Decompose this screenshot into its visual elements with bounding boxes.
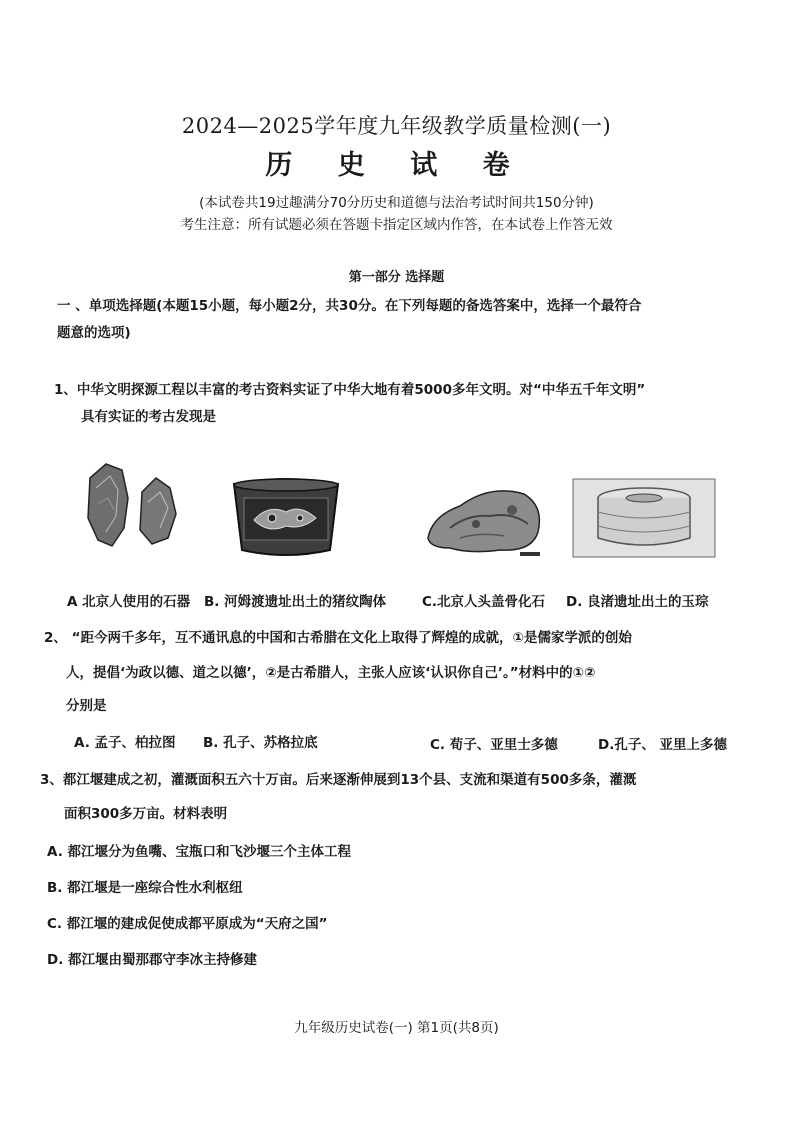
question-2-option-d: D.孔子、 亚里上多德 [598,737,728,753]
stone-tools-image [76,458,184,556]
section-instruction-line1: 一 、单项选择题(本题15小题，每小题2分，共30分。在下列每题的备选答案中，选择一个最符合 [57,298,642,314]
question-3-option-c: C. 都江堰的建成促使成都平原成为“天府之国” [47,916,328,932]
exam-title: 2024—2025学年度九年级教学质量检测(一) [181,114,612,138]
question-1-option-c: C.北京人头盖骨化石 [422,594,546,610]
question-3-option-b: B. 都江堰是一座综合性水利枢纽 [47,880,243,896]
question-3-option-d: D. 都江堰由蜀那郡守李冰主持修建 [47,952,258,968]
question-2-line3: 分别是 [66,698,107,714]
question-2-option-a: A. 孟子、柏拉图 [74,735,176,751]
pig-pattern-pottery-image [228,474,344,560]
question-1-line2: 具有实证的考古发现是 [81,409,216,425]
exam-notice: 考生注意：所有试题必须在答题卡指定区域内作答，在本试卷上作答无效 [180,217,613,233]
jade-cong-image [572,478,716,558]
question-1-option-b: B. 河姆渡遗址出土的猪纹陶体 [204,594,387,610]
exam-info: (本试卷共19过趣满分70分历史和道德与法治考试时间共150分钟) [199,195,594,211]
subject-title: 历 史 试 卷 [265,150,528,181]
question-1-option-d: D. 良渚遗址出土的玉琮 [566,594,709,610]
question-1-option-a: A 北京人使用的石器 [67,594,191,610]
skull-fossil-image [420,476,548,560]
question-2-line2: 人，提倡‘为政以德、道之以德’，②是古希腊人，主张人应该‘认识你自己’。”材料中的①② [66,665,596,681]
part-title: 第一部分 选择题 [348,270,445,285]
question-1-line1: 1、中华文明探源工程以丰富的考古资料实证了中华大地有着5000多年文明。对“中华五千年文明” [54,382,646,398]
page-footer: 九年级历史试卷(一) 第1页(共8页) [294,1020,499,1036]
question-2-option-c: C. 荀子、亚里士多德 [430,737,558,753]
question-2-option-b: B. 孔子、苏格拉底 [203,735,318,751]
question-3-option-a: A. 都江堰分为鱼嘴、宝瓶口和飞沙堰三个主体工程 [47,844,352,860]
section-instruction-line2: 题意的选项) [57,325,131,341]
question-2-line1: 2、 “距今两千多年，互不通讯息的中国和古希腊在文化上取得了辉煌的成就，①是儒家学派的创始 [44,630,632,646]
question-3-line1: 3、都江堰建成之初，灌溉面积五六十万亩。后来逐渐伸展到13个县、支流和渠道有500多条，灌溉 [40,772,637,788]
question-3-line2: 面积300多万亩。材料表明 [64,806,228,822]
